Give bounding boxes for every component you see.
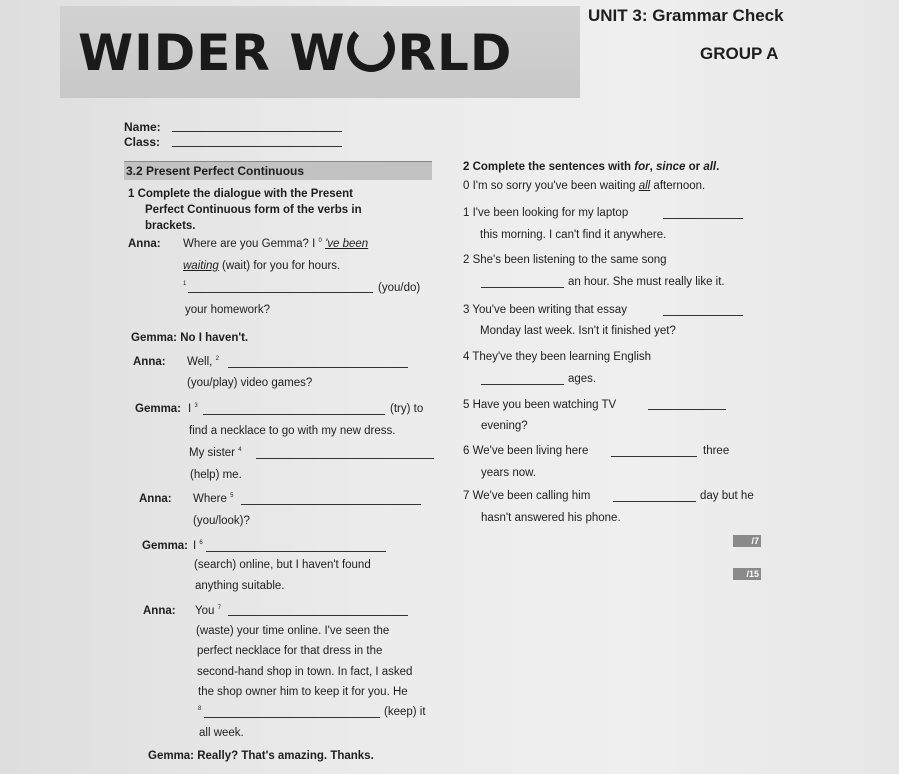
ex2-item-2: 2 She's been listening to the same song — [463, 254, 667, 266]
ex2-word: since — [656, 161, 686, 173]
dialogue-line — [189, 447, 242, 459]
dialogue-text: You — [195, 605, 215, 617]
sentence-text: ages. — [568, 373, 597, 385]
answer-gap-3[interactable] — [203, 414, 385, 415]
gap-number: 4 — [238, 447, 242, 453]
gap-number: 7 — [217, 605, 221, 611]
sentence-text: day but he — [700, 490, 754, 502]
dialogue-line-gemma: Gemma: No I haven't. — [131, 332, 249, 344]
sentence-text: afternoon. — [653, 180, 706, 192]
dialogue-line-gemma: Gemma: Really? That's amazing. Thanks. — [148, 750, 374, 762]
dialogue-line — [183, 260, 340, 272]
dialogue-line — [193, 493, 233, 505]
ex2-gap-6[interactable] — [611, 456, 697, 457]
score-box-total: /15 — [733, 568, 761, 580]
ex2-item-7: 7 We've been calling him — [463, 490, 591, 502]
ex2-gap-2[interactable] — [481, 287, 564, 288]
dialogue-line — [193, 540, 203, 552]
verb-hint: (you/look)? — [193, 515, 250, 527]
gap-number: 0 — [318, 238, 322, 244]
brand-left: WIDER W — [78, 24, 346, 82]
dialogue-text: find a necklace to go with my new dress. — [189, 425, 396, 437]
verb-hint: (you/play) video games? — [187, 377, 313, 389]
gap-number: 3 — [194, 403, 198, 409]
ex2-title-text: 2 Complete the sentences with — [463, 161, 635, 173]
answer-gap-1[interactable] — [188, 292, 373, 293]
ex2-word: all — [703, 161, 717, 173]
group-label: GROUP A — [700, 44, 779, 63]
dialogue-line — [188, 403, 198, 415]
dialogue-text: the shop owner him to keep it for you. He — [198, 686, 408, 698]
dialogue-text: Where are you Gemma? I — [183, 238, 316, 250]
ex2-item-1: 1 I've been looking for my laptop — [463, 207, 629, 219]
section-title: 3.2 Present Perfect Continuous — [126, 164, 305, 178]
speaker-anna: Anna: — [139, 493, 172, 505]
sentence-text: this morning. I can't find it anywhere. — [480, 229, 667, 241]
dialogue-text: anything suitable. — [195, 580, 285, 592]
ex1-instr-2: Perfect Continuous form of the verbs in — [145, 204, 362, 216]
unit-title: UNIT 3: Grammar Check — [588, 6, 784, 25]
answer-gap-5[interactable] — [241, 504, 421, 505]
ex1-instr-3: brackets. — [145, 220, 196, 232]
dialogue-text: perfect necklace for that dress in the — [197, 645, 383, 657]
gap-number: 5 — [230, 493, 234, 499]
speaker-anna: Anna: — [128, 238, 161, 250]
verb-hint: (keep) it — [384, 706, 426, 718]
dialogue-text: (search) online, but I haven't found — [194, 559, 371, 571]
ex2-gap-4[interactable] — [481, 384, 564, 385]
name-line[interactable] — [172, 131, 342, 132]
gap-number: 8 — [198, 706, 202, 712]
dialogue-text: I — [193, 540, 197, 552]
speaker-anna: Anna: — [133, 356, 166, 368]
sentence-text: an hour. She must really like it. — [568, 276, 725, 288]
ex2-item-0 — [463, 180, 705, 192]
example-answer: all — [638, 180, 651, 192]
example-answer: waiting — [183, 260, 219, 272]
ex2-gap-5[interactable] — [648, 409, 726, 410]
answer-gap-7[interactable] — [228, 615, 408, 616]
section-bar — [124, 161, 432, 180]
answer-gap-2[interactable] — [228, 367, 408, 368]
class-label: Class: — [124, 135, 161, 149]
ex2-item-4: 4 They've they been learning English — [463, 351, 652, 363]
ex2-item-3: 3 You've been writing that essay — [463, 304, 627, 316]
ex2-gap-3[interactable] — [663, 315, 743, 316]
brand-right: RLD — [397, 24, 513, 82]
ex2-item-5: 5 Have you been watching TV — [463, 399, 617, 411]
sentence-text: Monday last week. Isn't it finished yet? — [480, 325, 676, 337]
ex1-instr-1: 1 Complete the dialogue with the Present — [128, 188, 353, 200]
score-box-ex2: /7 — [733, 535, 761, 547]
ex2-title-text: . — [716, 161, 720, 173]
verb-hint: (try) to — [390, 403, 424, 415]
speaker-anna: Anna: — [143, 605, 176, 617]
ex2-gap-1[interactable] — [663, 218, 743, 219]
gap-number: 1 — [183, 281, 187, 287]
verb-hint: (you/do) — [378, 282, 421, 294]
ex2-title — [463, 161, 719, 173]
dialogue-text: My sister — [189, 447, 235, 459]
verb-hint: (help) me. — [190, 469, 242, 481]
answer-gap-6[interactable] — [206, 551, 386, 552]
dialogue-text: Where — [193, 493, 227, 505]
example-answer: 've been — [325, 238, 369, 250]
dialogue-text: I — [188, 403, 192, 415]
dialogue-text: (waste) your time online. I've seen the — [196, 625, 390, 637]
dialogue-line — [183, 238, 368, 250]
gap-number: 6 — [199, 540, 203, 546]
brand-logo — [78, 24, 512, 82]
answer-gap-4[interactable] — [256, 458, 434, 459]
speaker-gemma: Gemma: — [142, 540, 189, 552]
speaker-gemma: Gemma: — [135, 403, 182, 415]
dialogue-line — [198, 706, 201, 718]
dialogue-line — [183, 281, 186, 293]
answer-gap-8[interactable] — [204, 717, 380, 718]
dialogue-line — [187, 356, 219, 368]
ex2-title-text: or — [685, 161, 704, 173]
sentence-text: years now. — [481, 467, 536, 479]
ex2-title-text: , — [649, 161, 656, 173]
class-line[interactable] — [172, 146, 342, 147]
sentence-text: 0 I'm so sorry you've been waiting — [463, 180, 636, 192]
gap-number: 2 — [215, 356, 219, 362]
dialogue-text: all week. — [199, 727, 244, 739]
dialogue-text: second-hand shop in town. In fact, I asked — [197, 666, 413, 678]
sentence-text: three — [703, 445, 730, 457]
name-label: Name: — [124, 120, 161, 134]
sentence-text: evening? — [481, 420, 528, 432]
globe-o-icon — [347, 24, 395, 72]
dialogue-text: Well, — [187, 356, 213, 368]
sentence-text: hasn't answered his phone. — [481, 512, 621, 524]
dialogue-text: your homework? — [185, 304, 271, 316]
dialogue-line — [195, 605, 221, 617]
ex2-gap-7[interactable] — [613, 501, 696, 502]
ex2-item-6: 6 We've been living here — [463, 445, 589, 457]
ex2-word: for — [634, 161, 650, 173]
dialogue-text: (wait) for you for hours. — [222, 260, 341, 272]
